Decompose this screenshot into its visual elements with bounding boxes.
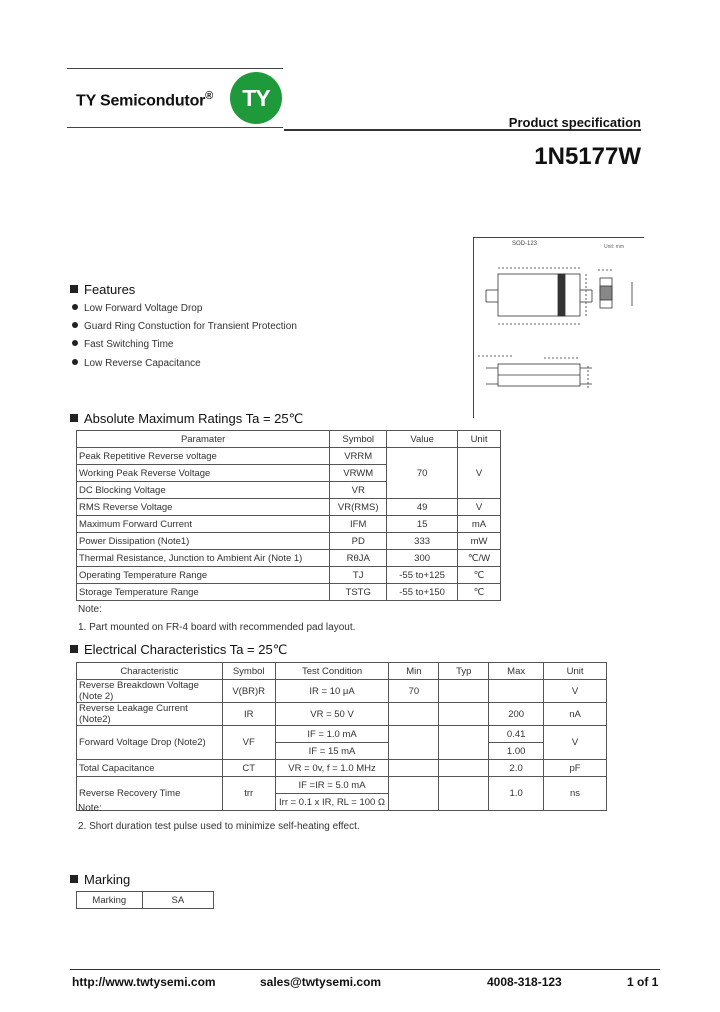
marking-value: SA <box>142 892 213 909</box>
logo-box <box>67 68 283 128</box>
cell-value: 70 <box>387 448 458 499</box>
cell-typ <box>439 703 489 726</box>
marking-label: Marking <box>77 892 143 909</box>
cell-symbol: TSTG <box>330 584 387 601</box>
col-header: Value <box>387 431 458 448</box>
cell-unit: nA <box>544 703 607 726</box>
footer-rule <box>70 969 660 970</box>
section-bullet-icon <box>70 414 78 422</box>
feature-item: Fast Switching Time <box>72 339 173 350</box>
cell-condition: IR = 10 μA <box>275 680 389 703</box>
cell-symbol: TJ <box>330 567 387 584</box>
section-bullet-icon <box>70 285 78 293</box>
cell-min <box>389 777 439 811</box>
package-outline-svg <box>474 238 644 418</box>
cell-value: 300 <box>387 550 458 567</box>
footer-phone: 4008-318-123 <box>487 975 562 989</box>
abs-max-title: Absolute Maximum Ratings Ta = 25℃ <box>70 411 303 427</box>
cell-characteristic: Reverse Breakdown Voltage (Note 2) <box>77 680 223 703</box>
cell-unit: ℃ <box>458 567 501 584</box>
cell-symbol: RθJA <box>330 550 387 567</box>
cell-value: 49 <box>387 499 458 516</box>
cell-min <box>389 726 439 760</box>
feature-item: Low Forward Voltage Drop <box>72 303 202 314</box>
cell-param: RMS Reverse Voltage <box>77 499 330 516</box>
cell-condition: VR = 50 V <box>275 703 389 726</box>
table-row <box>77 550 501 567</box>
cell-symbol: IFM <box>330 516 387 533</box>
cell-unit: ℃/W <box>458 550 501 567</box>
cell-symbol: VR(RMS) <box>330 499 387 516</box>
cell-characteristic: Forward Voltage Drop (Note2) <box>77 726 223 760</box>
elec-title: Electrical Characteristics Ta = 25℃ <box>70 642 287 658</box>
table-row <box>77 533 501 550</box>
abs-max-table <box>76 430 501 601</box>
col-header: Unit <box>458 431 501 448</box>
cell-param: Maximum Forward Current <box>77 516 330 533</box>
table-row <box>77 760 607 777</box>
cell-min <box>389 703 439 726</box>
note-label: Note: <box>78 604 102 615</box>
cell-unit: mA <box>458 516 501 533</box>
cell-unit: V <box>544 726 607 760</box>
cell-param: DC Blocking Voltage <box>77 482 330 499</box>
table-row <box>77 726 607 743</box>
cell-symbol: V(BR)R <box>222 680 275 703</box>
marking-title: Marking <box>70 872 130 887</box>
table-row <box>77 448 501 465</box>
package-name: SOD-123 <box>512 241 538 247</box>
cell-value: 333 <box>387 533 458 550</box>
marking-table <box>76 891 214 909</box>
footer-email[interactable]: sales@twtysemi.com <box>260 975 382 989</box>
cell-param: Peak Repetitive Reverse voltage <box>77 448 330 465</box>
cell-characteristic: Reverse Recovery Time <box>77 777 223 811</box>
cell-characteristic: Reverse Leakage Current (Note2) <box>77 703 223 726</box>
feature-item: Low Reverse Capacitance <box>72 358 201 369</box>
col-header: Test Condition <box>275 663 389 680</box>
package-drawing <box>473 237 644 418</box>
table-row <box>77 516 501 533</box>
col-header: Symbol <box>222 663 275 680</box>
cell-condition: IF = 1.0 mA <box>275 726 389 743</box>
cell-value: -55 to+125 <box>387 567 458 584</box>
cell-condition: IF = 15 mA <box>275 743 389 760</box>
table-row <box>77 584 501 601</box>
cell-symbol: VR <box>330 482 387 499</box>
cell-min: 70 <box>389 680 439 703</box>
table-header-row <box>77 663 607 680</box>
cell-typ <box>439 777 489 811</box>
col-header: Symbol <box>330 431 387 448</box>
table-row <box>77 680 607 703</box>
col-header: Max <box>489 663 544 680</box>
col-header: Unit <box>544 663 607 680</box>
footer-page: 1 of 1 <box>627 975 659 989</box>
table-header-row <box>77 431 501 448</box>
section-bullet-icon <box>70 875 78 883</box>
cell-unit: pF <box>544 760 607 777</box>
cell-unit: ℃ <box>458 584 501 601</box>
col-header: Characteristic <box>77 663 223 680</box>
features-title: Features <box>70 282 135 297</box>
cell-param: Operating Temperature Range <box>77 567 330 584</box>
cell-unit: V <box>458 448 501 499</box>
elec-table <box>76 662 607 811</box>
cell-symbol: IR <box>222 703 275 726</box>
cell-symbol: VRWM <box>330 465 387 482</box>
cell-condition: Irr = 0.1 x IR, RL = 100 Ω <box>275 794 389 811</box>
col-header: Typ <box>439 663 489 680</box>
cell-max: 200 <box>489 703 544 726</box>
company-name: TY Semicondutor® <box>76 90 214 110</box>
col-header: Min <box>389 663 439 680</box>
note-label: Note: <box>78 803 102 814</box>
cell-symbol: VRRM <box>330 448 387 465</box>
cell-param: Power Dissipation (Note1) <box>77 533 330 550</box>
cell-symbol: CT <box>222 760 275 777</box>
cell-unit: ns <box>544 777 607 811</box>
cell-value: -55 to+150 <box>387 584 458 601</box>
cell-characteristic: Total Capacitance <box>77 760 223 777</box>
package-unit: Unit: mm <box>604 244 624 250</box>
bullet-icon <box>72 304 78 310</box>
cell-typ <box>439 680 489 703</box>
cell-symbol: trr <box>222 777 275 811</box>
table-row <box>77 499 501 516</box>
cell-min <box>389 760 439 777</box>
bullet-icon <box>72 340 78 346</box>
cell-typ <box>439 760 489 777</box>
table-row <box>77 703 607 726</box>
cell-max: 2.0 <box>489 760 544 777</box>
cell-max: 1.00 <box>489 743 544 760</box>
cell-unit: V <box>458 499 501 516</box>
cell-symbol: VF <box>222 726 275 760</box>
bullet-icon <box>72 322 78 328</box>
cell-typ <box>439 726 489 760</box>
cell-unit: mW <box>458 533 501 550</box>
feature-item: Guard Ring Constuction for Transient Protection <box>72 321 297 332</box>
cell-unit: V <box>544 680 607 703</box>
note-text: 2. Short duration test pulse used to minimize self-heating effect. <box>78 821 360 832</box>
cell-condition: IF =IR = 5.0 mA <box>275 777 389 794</box>
table-row <box>77 777 607 794</box>
col-header: Paramater <box>77 431 330 448</box>
cell-max: 1.0 <box>489 777 544 811</box>
note-text: 1. Part mounted on FR-4 board with recommended pad layout. <box>78 622 356 633</box>
cell-condition: VR = 0v, f = 1.0 MHz <box>275 760 389 777</box>
table-row <box>77 892 214 909</box>
table-row <box>77 567 501 584</box>
section-bullet-icon <box>70 645 78 653</box>
product-spec-label: Product specification <box>508 115 641 130</box>
cell-symbol: PD <box>330 533 387 550</box>
cell-param: Storage Temperature Range <box>77 584 330 601</box>
cell-param: Thermal Resistance, Junction to Ambient Air (Note 1) <box>77 550 330 567</box>
footer-url[interactable]: http://www.twtysemi.com <box>72 975 216 989</box>
company-logo: TY <box>230 72 282 124</box>
cell-param: Working Peak Reverse Voltage <box>77 465 330 482</box>
bullet-icon <box>72 359 78 365</box>
cell-max: 0.41 <box>489 726 544 743</box>
cell-value: 15 <box>387 516 458 533</box>
cell-max <box>489 680 544 703</box>
part-number: 1N5177W <box>534 143 641 170</box>
